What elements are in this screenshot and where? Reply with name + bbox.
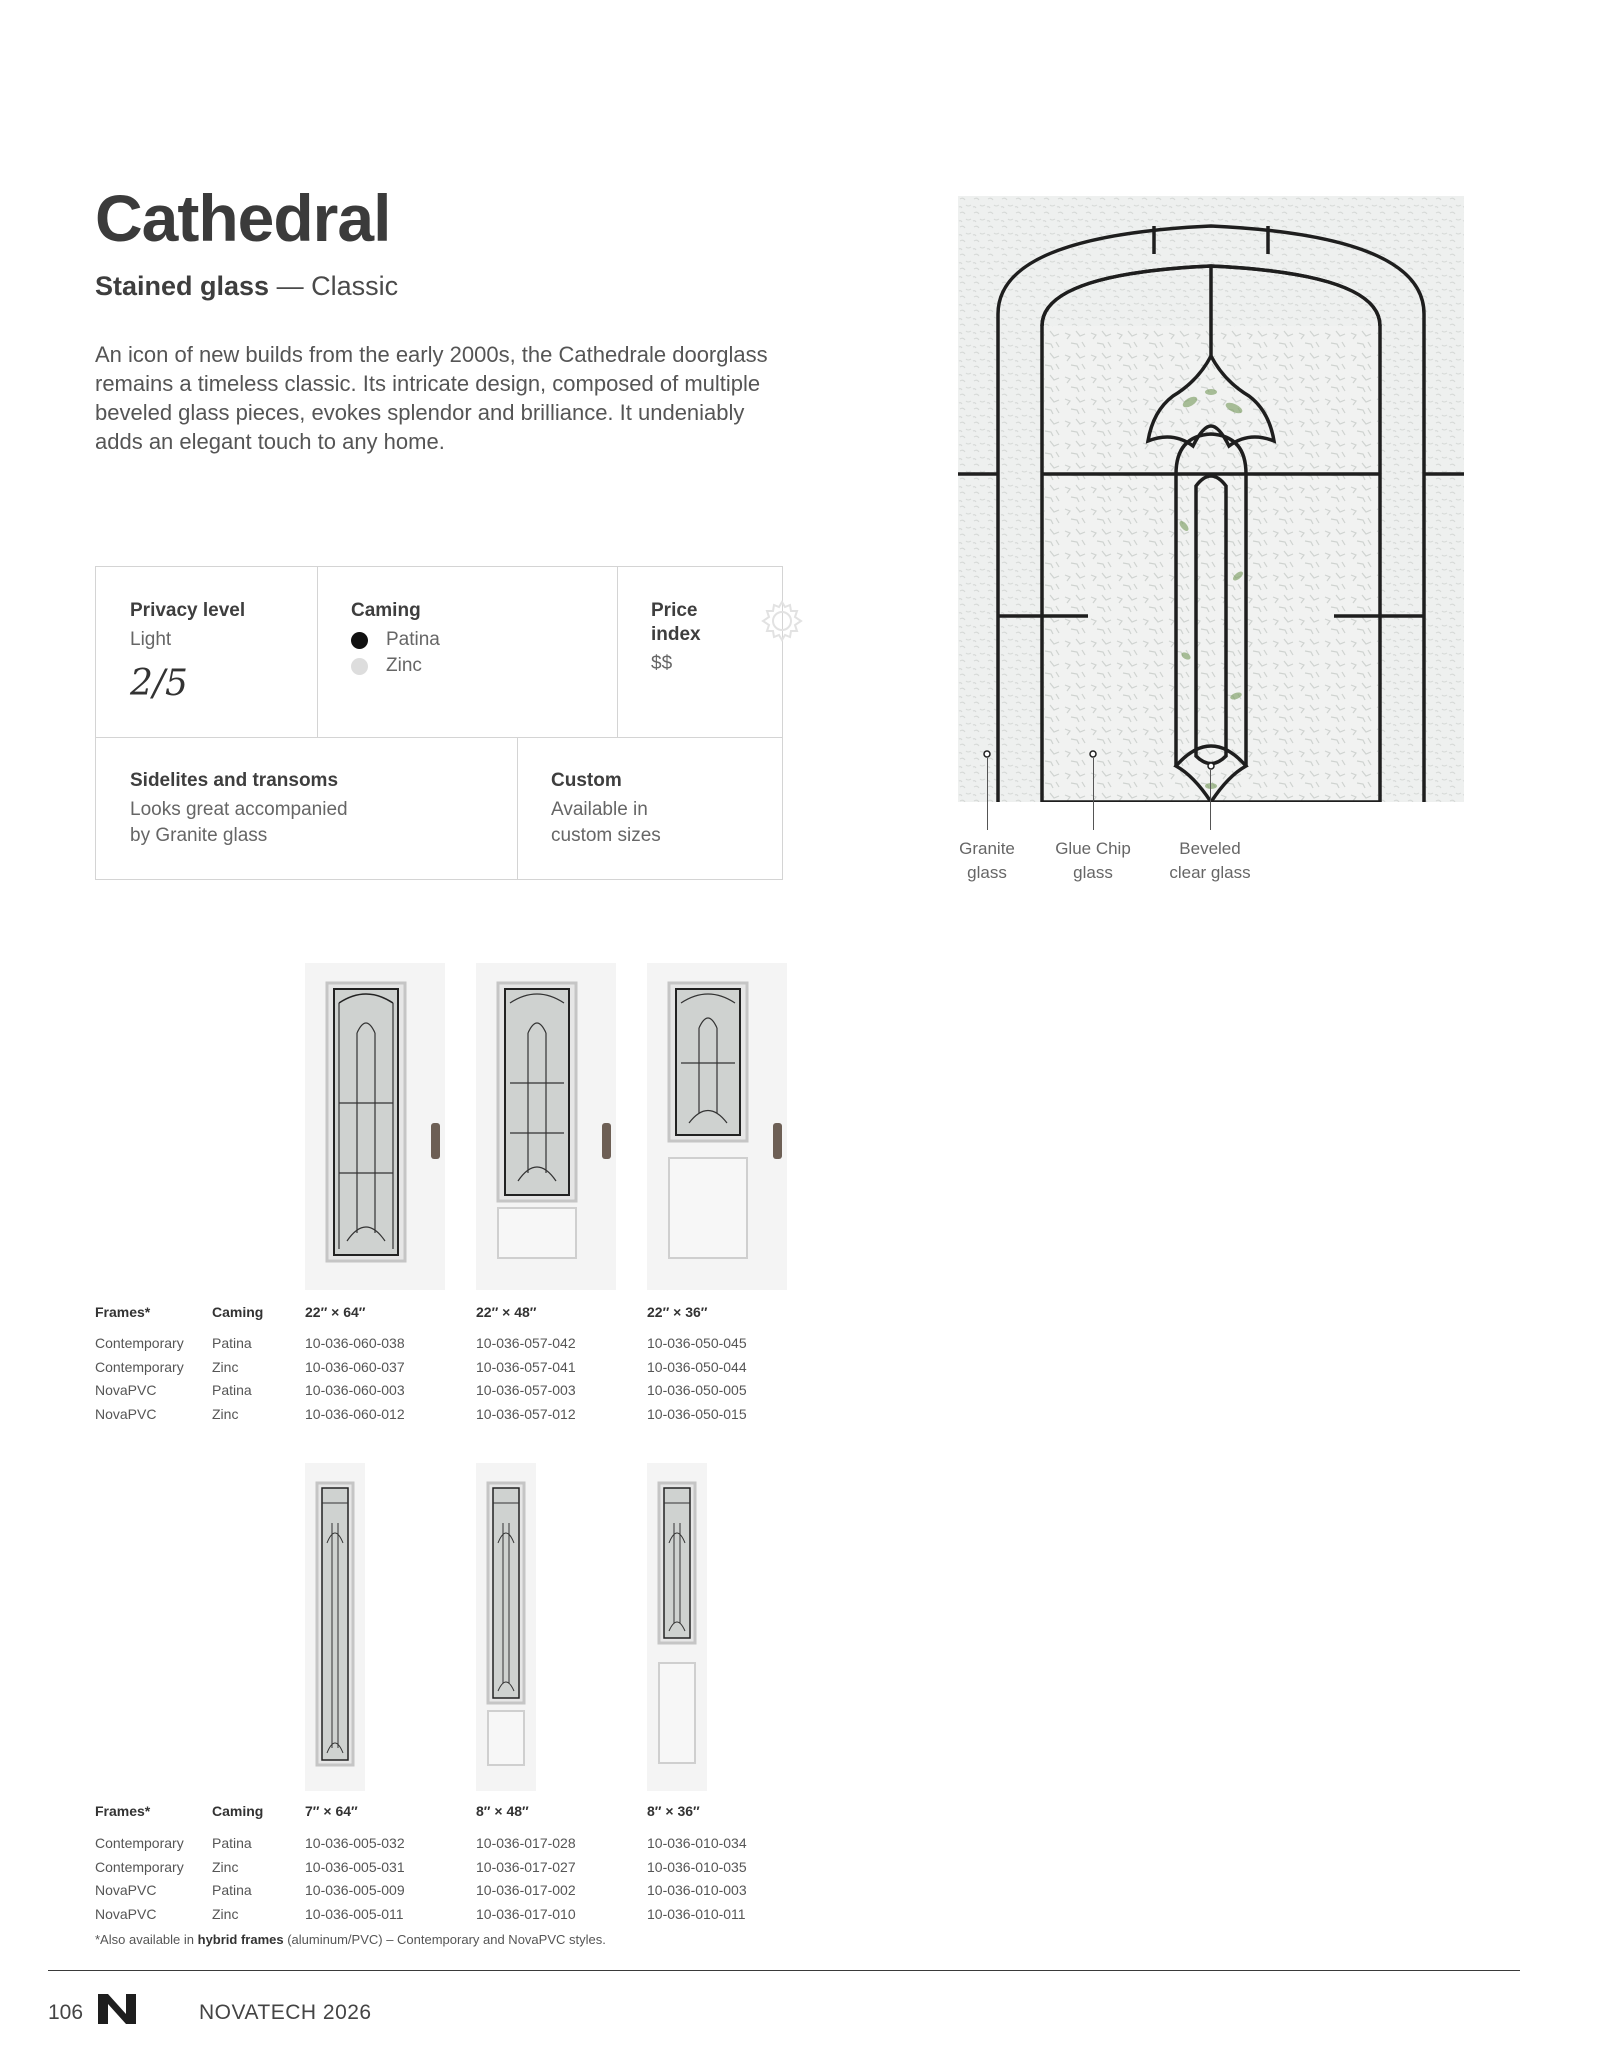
custom-cell	[517, 737, 782, 849]
table-row: Contemporary	[95, 1335, 184, 1351]
sidelites-frames-header: Frames*	[95, 1803, 151, 1819]
caming-option-zinc: Zinc	[351, 653, 617, 679]
door-size-22x48: 22″ × 48″	[476, 1304, 537, 1320]
sidelite-size-8x48: 8″ × 48″	[476, 1803, 529, 1819]
sidelites-caming-column: Patina Zinc Patina Zinc	[212, 1835, 252, 1922]
table-row: Contemporary	[95, 1835, 184, 1851]
table-row: NovaPVC	[95, 1405, 157, 1422]
page-title: Cathedral	[95, 181, 391, 255]
privacy-cell	[96, 567, 317, 704]
doors-frames-column	[95, 1332, 184, 1426]
sidelite-codes-8x36: 10-036-010-034 10-036-010-035 10-036-010-003 10-036-010-011	[647, 1835, 747, 1922]
privacy-value: Light	[130, 629, 172, 650]
callout-line-beveled	[1210, 770, 1211, 830]
door-codes-22x36: 10-036-050-045 10-036-050-044 10-036-050-005 10-036-050-015	[647, 1335, 747, 1422]
sidelites-value: Looks great accompanied by Granite glass	[130, 799, 348, 846]
table-row: Contemporary	[95, 1858, 184, 1875]
callout-gluechip: Glue Chip glass	[1055, 839, 1131, 882]
sidelite-image-8x36	[647, 1463, 707, 1791]
sidelite-size-8x36: 8″ × 36″	[647, 1803, 700, 1819]
sidelite-image-8x48	[476, 1463, 536, 1791]
patina-swatch-icon	[351, 632, 368, 649]
page-subtitle	[95, 271, 398, 302]
page-number: 106	[48, 2001, 84, 2024]
price-value: $$	[651, 653, 673, 674]
gear-icon	[760, 599, 804, 643]
door-size-22x36: 22″ × 36″	[647, 1304, 708, 1320]
caming-option-patina: Patina	[351, 627, 617, 653]
footnote: *Also available in hybrid frames (aluminum/PVC) – Contemporary and NovaPVC styles.	[95, 1932, 606, 1947]
doors-caming-header: Caming	[212, 1304, 264, 1320]
footer-brand: NOVATECH 2026	[199, 2001, 372, 2024]
sidelites-label: Sidelites and transoms	[130, 770, 339, 791]
door-image-22x36	[647, 963, 787, 1290]
subtitle-category: Stained glass	[95, 271, 270, 301]
footer-divider	[48, 1970, 1520, 1971]
callout-beveled: Beveled clear glass	[1169, 839, 1251, 882]
sidelites-caming-header: Caming	[212, 1803, 264, 1819]
sidelite-image-7x64	[305, 1463, 365, 1791]
novatech-logo	[96, 1992, 138, 2026]
table-row: NovaPVC	[95, 1905, 157, 1922]
door-image-22x64	[305, 963, 445, 1290]
spec-box	[95, 566, 783, 880]
table-row: NovaPVC	[95, 1382, 157, 1399]
table-row: Contemporary	[95, 1358, 184, 1375]
privacy-score: 2/5	[130, 663, 188, 704]
doors-caming-column: Patina Zinc Patina Zinc	[212, 1335, 252, 1422]
table-row: NovaPVC	[95, 1882, 157, 1899]
product-description: An icon of new builds from the early 2000s, the Cathedrale doorglass remains a timeless classic. Its intricate design, composed of multiple beveled glass pieces, evokes splendor and brilliance. It undeniably adds an elegant touch to any home.	[95, 342, 768, 454]
sidelite-size-7x64: 7″ × 64″	[305, 1803, 358, 1819]
cathedral-glass-photo	[958, 196, 1464, 802]
custom-value: Available in custom sizes	[551, 799, 661, 846]
caming-label: Caming	[351, 600, 421, 621]
zinc-swatch-icon	[351, 658, 368, 675]
price-cell	[617, 567, 727, 677]
callout-granite: Granite glass	[959, 839, 1015, 882]
novatech-logo-icon	[96, 1992, 138, 2026]
sidelite-codes-7x64: 10-036-005-032 10-036-005-031 10-036-005-009 10-036-005-011	[305, 1835, 405, 1922]
price-label: Price index	[651, 600, 701, 645]
sidelites-frames-column	[95, 1832, 184, 1926]
custom-label: Custom	[551, 770, 622, 791]
doors-frames-header: Frames*	[95, 1304, 151, 1320]
subtitle-style: — Classic	[269, 271, 399, 301]
privacy-label: Privacy level	[130, 600, 246, 621]
sidelite-codes-8x48: 10-036-017-028 10-036-017-027 10-036-017-002 10-036-017-010	[476, 1835, 576, 1922]
door-size-22x64: 22″ × 64″	[305, 1304, 366, 1320]
door-image-22x48	[476, 963, 616, 1290]
sidelites-cell	[96, 737, 517, 849]
callout-line-gluechip	[1093, 758, 1094, 830]
door-codes-22x64: 10-036-060-038 10-036-060-037 10-036-060-003 10-036-060-012	[305, 1335, 405, 1422]
caming-cell	[317, 567, 617, 679]
door-codes-22x48: 10-036-057-042 10-036-057-041 10-036-057-003 10-036-057-012	[476, 1335, 576, 1422]
callout-line-granite	[987, 758, 988, 830]
